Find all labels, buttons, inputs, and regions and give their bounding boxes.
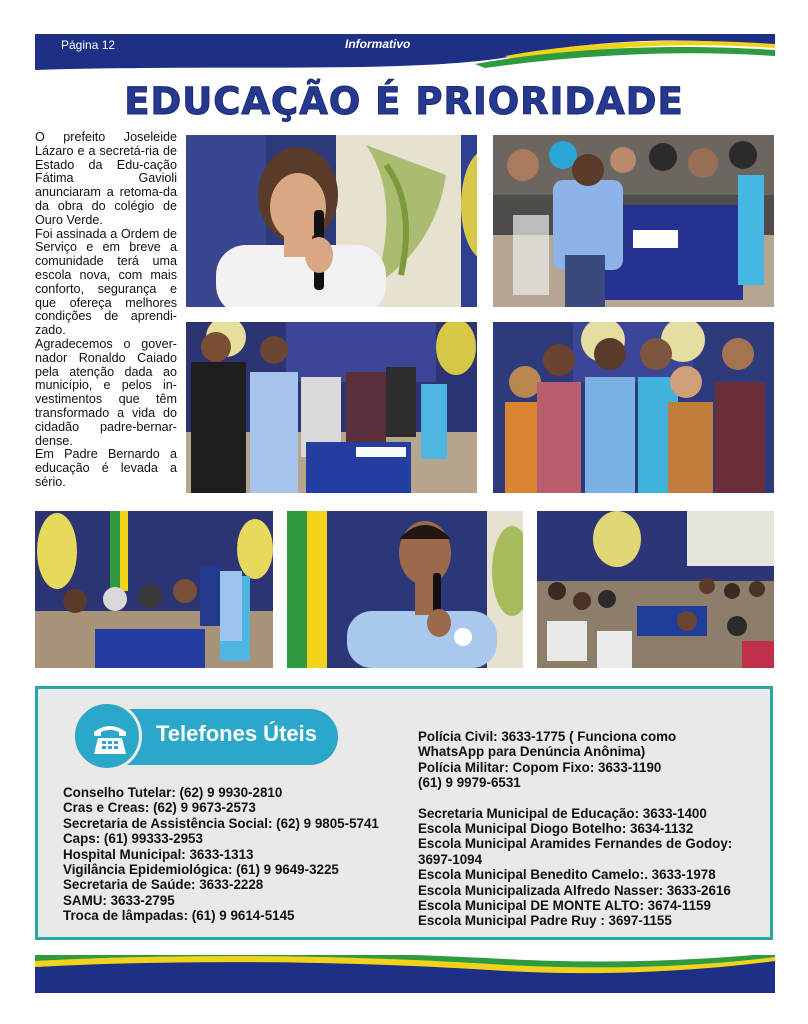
article-paragraph: Agradecemos o gover-nador Ronaldo Caiado pela atenção dada ao município, e pelos in-vestimentos que têm transformado a vida do cidadão padre-bernar-dense. (35, 336, 177, 448)
phones-list-right (418, 729, 763, 929)
phone-entry: Hospital Municipal: 3633-1313 (63, 846, 254, 862)
phones-badge (72, 701, 342, 773)
phone-entry: Secretaria de Assistência Social: (62) 9 9805-5741 (63, 815, 379, 831)
headline: EDUCAÇÃO É PRIORIDADE (124, 80, 684, 123)
phone-entry: Polícia Civil: 3633-1775 ( Funciona como (418, 729, 677, 744)
phone-entry: Polícia Militar: Copom Fixo: 3633-1190 (418, 759, 662, 775)
useful-phones-box (35, 686, 773, 940)
phone-entry: (61) 9 9979-6531 (418, 775, 521, 791)
article-text (35, 131, 177, 490)
phone-entry: Escola Municipal Padre Ruy : 3697-1155 (418, 913, 672, 929)
article-paragraph: Em Padre Bernardo a educação é levada a sério. (35, 447, 177, 489)
phone-entry: Troca de lâmpadas: (61) 9 9614-5145 (63, 908, 295, 924)
phone-entry: Secretaria de Saúde: 3633-2228 (63, 877, 264, 893)
phone-entry: Conselho Tutelar: (62) 9 9930-2810 (63, 785, 283, 800)
phone-entry: WhatsApp para Denúncia Anônima) (418, 744, 646, 760)
footer-wave (35, 955, 775, 993)
phone-entry: Escola Municipal Diogo Botelho: 3634-1132 (418, 821, 694, 837)
phone-entry: Escola Municipal DE MONTE ALTO: 3674-1159 (418, 898, 711, 914)
photo-group-portrait (493, 322, 774, 493)
phone-entry: Vigilância Epidemiológica: (61) 9 9649-3225 (63, 862, 339, 878)
page-number: Página 12 (61, 38, 116, 52)
page-header (35, 34, 775, 74)
phone-entry: Cras e Creas: (62) 9 9673-2573 (63, 800, 256, 816)
photo-secretary-speaking (186, 135, 477, 307)
photo-mayor-speaking (287, 511, 523, 668)
phone-entry: Escola Municipal Benedito Camelo:. 3633-1978 (418, 867, 716, 883)
photo-audience (537, 511, 774, 668)
list-spacer (418, 791, 763, 806)
phones-title: Telefones Úteis (156, 721, 317, 746)
photo-event-stage (35, 511, 273, 668)
page-footer (35, 955, 775, 993)
article-paragraph: O prefeito Joseleide Lázaro e a secretá-ria de Estado da Edu-cação Fátima Gavioli anunciaram a retoma-da da obra do colégio de Ouro Verde. (35, 130, 177, 227)
phone-entry: Caps: (61) 99333-2953 (63, 831, 203, 847)
article-paragraph: Foi assinada a Ordem de Serviço e em breve a comunidade terá uma escola nova, com mais conforto, segurança e que ofereça melhores condições de aprendi-zado. (35, 226, 177, 338)
section-title: Informativo (345, 37, 411, 51)
photo-signing-ceremony (186, 322, 477, 493)
phone-entry: Escola Municipalizada Alfredo Nasser: 3633-2616 (418, 882, 731, 898)
phone-entry: Escola Municipal Aramides Fernandes de Godoy: 3697-1094 (418, 836, 733, 867)
phones-list-left (63, 785, 379, 924)
photo-mayor-signing (493, 135, 774, 307)
phone-entry: SAMU: 3633-2795 (63, 892, 175, 908)
telephone-icon (72, 701, 142, 771)
phone-entry: Secretaria Municipal de Educação: 3633-1400 (418, 805, 707, 821)
